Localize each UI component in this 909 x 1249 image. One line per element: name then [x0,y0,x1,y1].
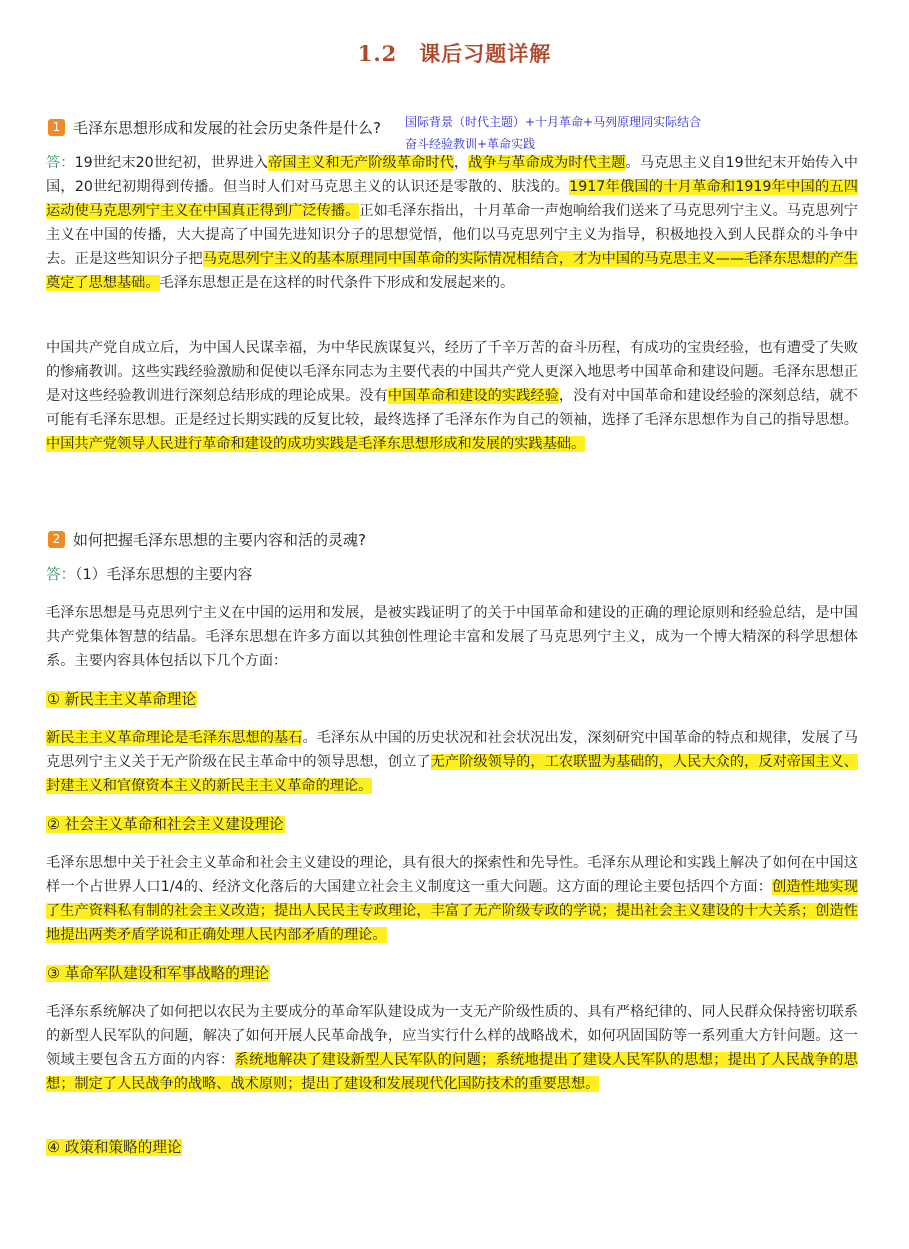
text-run: 19世纪末20世纪初，世界进入 [74,155,269,171]
subsection-title [46,1137,182,1159]
highlighted-text: 系统地解决了建设新型人民军队的问题；系统地提出了建设人民军队的思想；提出了人民战争的思想；制定了人民战争的战略、战术原则；提出了建设和发展现代化国防技术的重要思想。 [46,1052,858,1092]
highlighted-text: 无产阶级领导的，工农联盟为基础的，人民大众的，反对帝国主义、封建主义和官僚资本主义的新民主主义革命的理论。 [46,754,858,794]
text-run: 毛泽东思想中关于社会主义革命和社会主义建设的理论，具有很大的探索性和先导性。毛泽东从理论和实践上解决了如何在中国这样一个占世界人口1/4的、经济文化落后的大国建立社会主义制度这一重大问题。这方面的理论主要包括四个方面： [46,855,858,895]
highlighted-text: 帝国主义和无产阶级革命时代 [268,155,454,171]
highlighted-text: 马克思列宁主义的基本原理同中国革命的实际情况相结合，才为中国的马克思主义——毛泽东思想的产生奠定了思想基础。 [46,251,858,291]
answer-subheading [46,564,252,586]
text-run: ，没有对中国革命和建设经验的深刻总结，就不可能有毛泽东思想。正是经过长期实践的反复比较，最终选择了毛泽东作为自己的领袖，选择了毛泽东思想作为自己的指导思想。 [46,388,858,428]
question-text: 如何把握毛泽东思想的主要内容和活的灵魂? [73,531,366,549]
subsection-title-text: ① 新民主主义革命理论 [47,691,197,708]
question-text: 毛泽东思想形成和发展的社会历史条件是什么? [73,119,381,137]
highlighted-text: 1917年俄国的十月革命和1919年中国的五四运动使马克思列宁主义在中国真正得到广泛传播。 [46,179,858,219]
subsection-paragraph [46,1000,858,1096]
question-2 [48,529,366,550]
subsection-title-text: ④ 政策和策略的理论 [47,1139,182,1156]
text-run: ， [453,155,469,171]
answer-paragraph [46,151,858,295]
text-run: 毛泽东思想正是在这样的时代条件下形成和发展起来的。 [159,275,515,291]
answer-label: 答： [46,155,75,171]
text-run: 。马克思主义自19世纪末开始传入中国，20世纪初期得到传播。但当时人们对马克思主义的认识还是零散的、肤浅的。 [46,155,858,195]
text-run: 正如毛泽东指出，十月革命一声炮响给我们送来了马克思列宁主义。马克思列宁主义在中国的传播，大大提高了中国先进知识分子的思想觉悟，他们以马克思列宁主义为指导，积极地投入到人民群众的斗争中去。正是这些知识分子把 [46,203,858,267]
question-number-badge: 1 [48,119,65,136]
subsection-title [46,963,270,985]
subsection-title [46,814,285,836]
section-number: 1.2 [357,41,398,66]
answer-text [46,155,858,291]
text-run: 毛泽东思想是马克思列宁主义在中国的运用和发展，是被实践证明了的关于中国革命和建设的正确的理论原则和经验总结，是中国共产党集体智慧的结晶。毛泽东思想在许多方面以其独创性理论丰富和发展了马克思列宁主义，成为一个博大精深的科学思想体系。主要内容具体包括以下几个方面： [46,605,858,669]
answer-paragraph [46,336,858,456]
highlighted-text: 新民主主义革命理论是毛泽东思想的基石 [46,730,303,746]
text-run: 。毛泽东从中国的历史状况和社会状况出发，深刻研究中国革命的特点和规律，发展了马克思列宁主义关于无产阶级在民主革命中的领导思想，创立了 [46,730,858,770]
answer-label: 答： [46,566,76,583]
text-run: 中国共产党自成立后，为中国人民谋幸福，为中华民族谋复兴，经历了千辛万苦的奋斗历程，有成功的宝贵经验，也有遭受了失败的惨痛教训。这些实践经验激励和促使以毛泽东同志为主要代表的中国共产党人更深入地思考中国革命和建设问题。毛泽东思想正是对这些经验教训进行深刻总结形成的理论成果。没有 [46,340,858,404]
answer-subheading-text: （1）毛泽东思想的主要内容 [75,566,253,583]
handwritten-note-line: 国际背景（时代主题）+十月革命+马列原理同实际结合 [405,115,702,129]
page-title [0,38,909,68]
intro-paragraph [46,601,858,673]
question-number-badge: 2 [48,531,65,548]
highlighted-text: 中国革命和建设的实践经验 [387,388,559,404]
section-title: 课后习题详解 [419,41,552,66]
subsection-title [46,689,197,711]
highlighted-text: 创造性地实现了生产资料私有制的社会主义改造；提出人民民主专政理论，丰富了无产阶级专政的学说；提出社会主义建设的十大关系；创造性地提出两类矛盾学说和正确处理人民内部矛盾的理论。 [46,879,858,943]
subsection-paragraph [46,726,858,798]
subsection-title-text: ③ 革命军队建设和军事战略的理论 [47,965,270,982]
highlighted-text: 中国共产党领导人民进行革命和建设的成功实践是毛泽东思想形成和发展的实践基础。 [46,436,586,452]
subsection-title-text: ② 社会主义革命和社会主义建设理论 [47,816,284,833]
highlighted-text: 战争与革命成为时代主题 [468,155,626,171]
question-1 [48,117,381,138]
handwritten-note-line: 奋斗经验教训+革命实践 [405,137,536,151]
text-run: 毛泽东系统解决了如何把以农民为主要成分的革命军队建设成为一支无产阶级性质的、具有严格纪律的、同人民群众保持密切联系的新型人民军队的问题，解决了如何开展人民革命战争，应当实行什么样的战略战术，如何巩固国防等一系列重大方针问题。这一领域主要包含五方面的内容： [46,1004,858,1068]
subsection-paragraph [46,851,858,947]
